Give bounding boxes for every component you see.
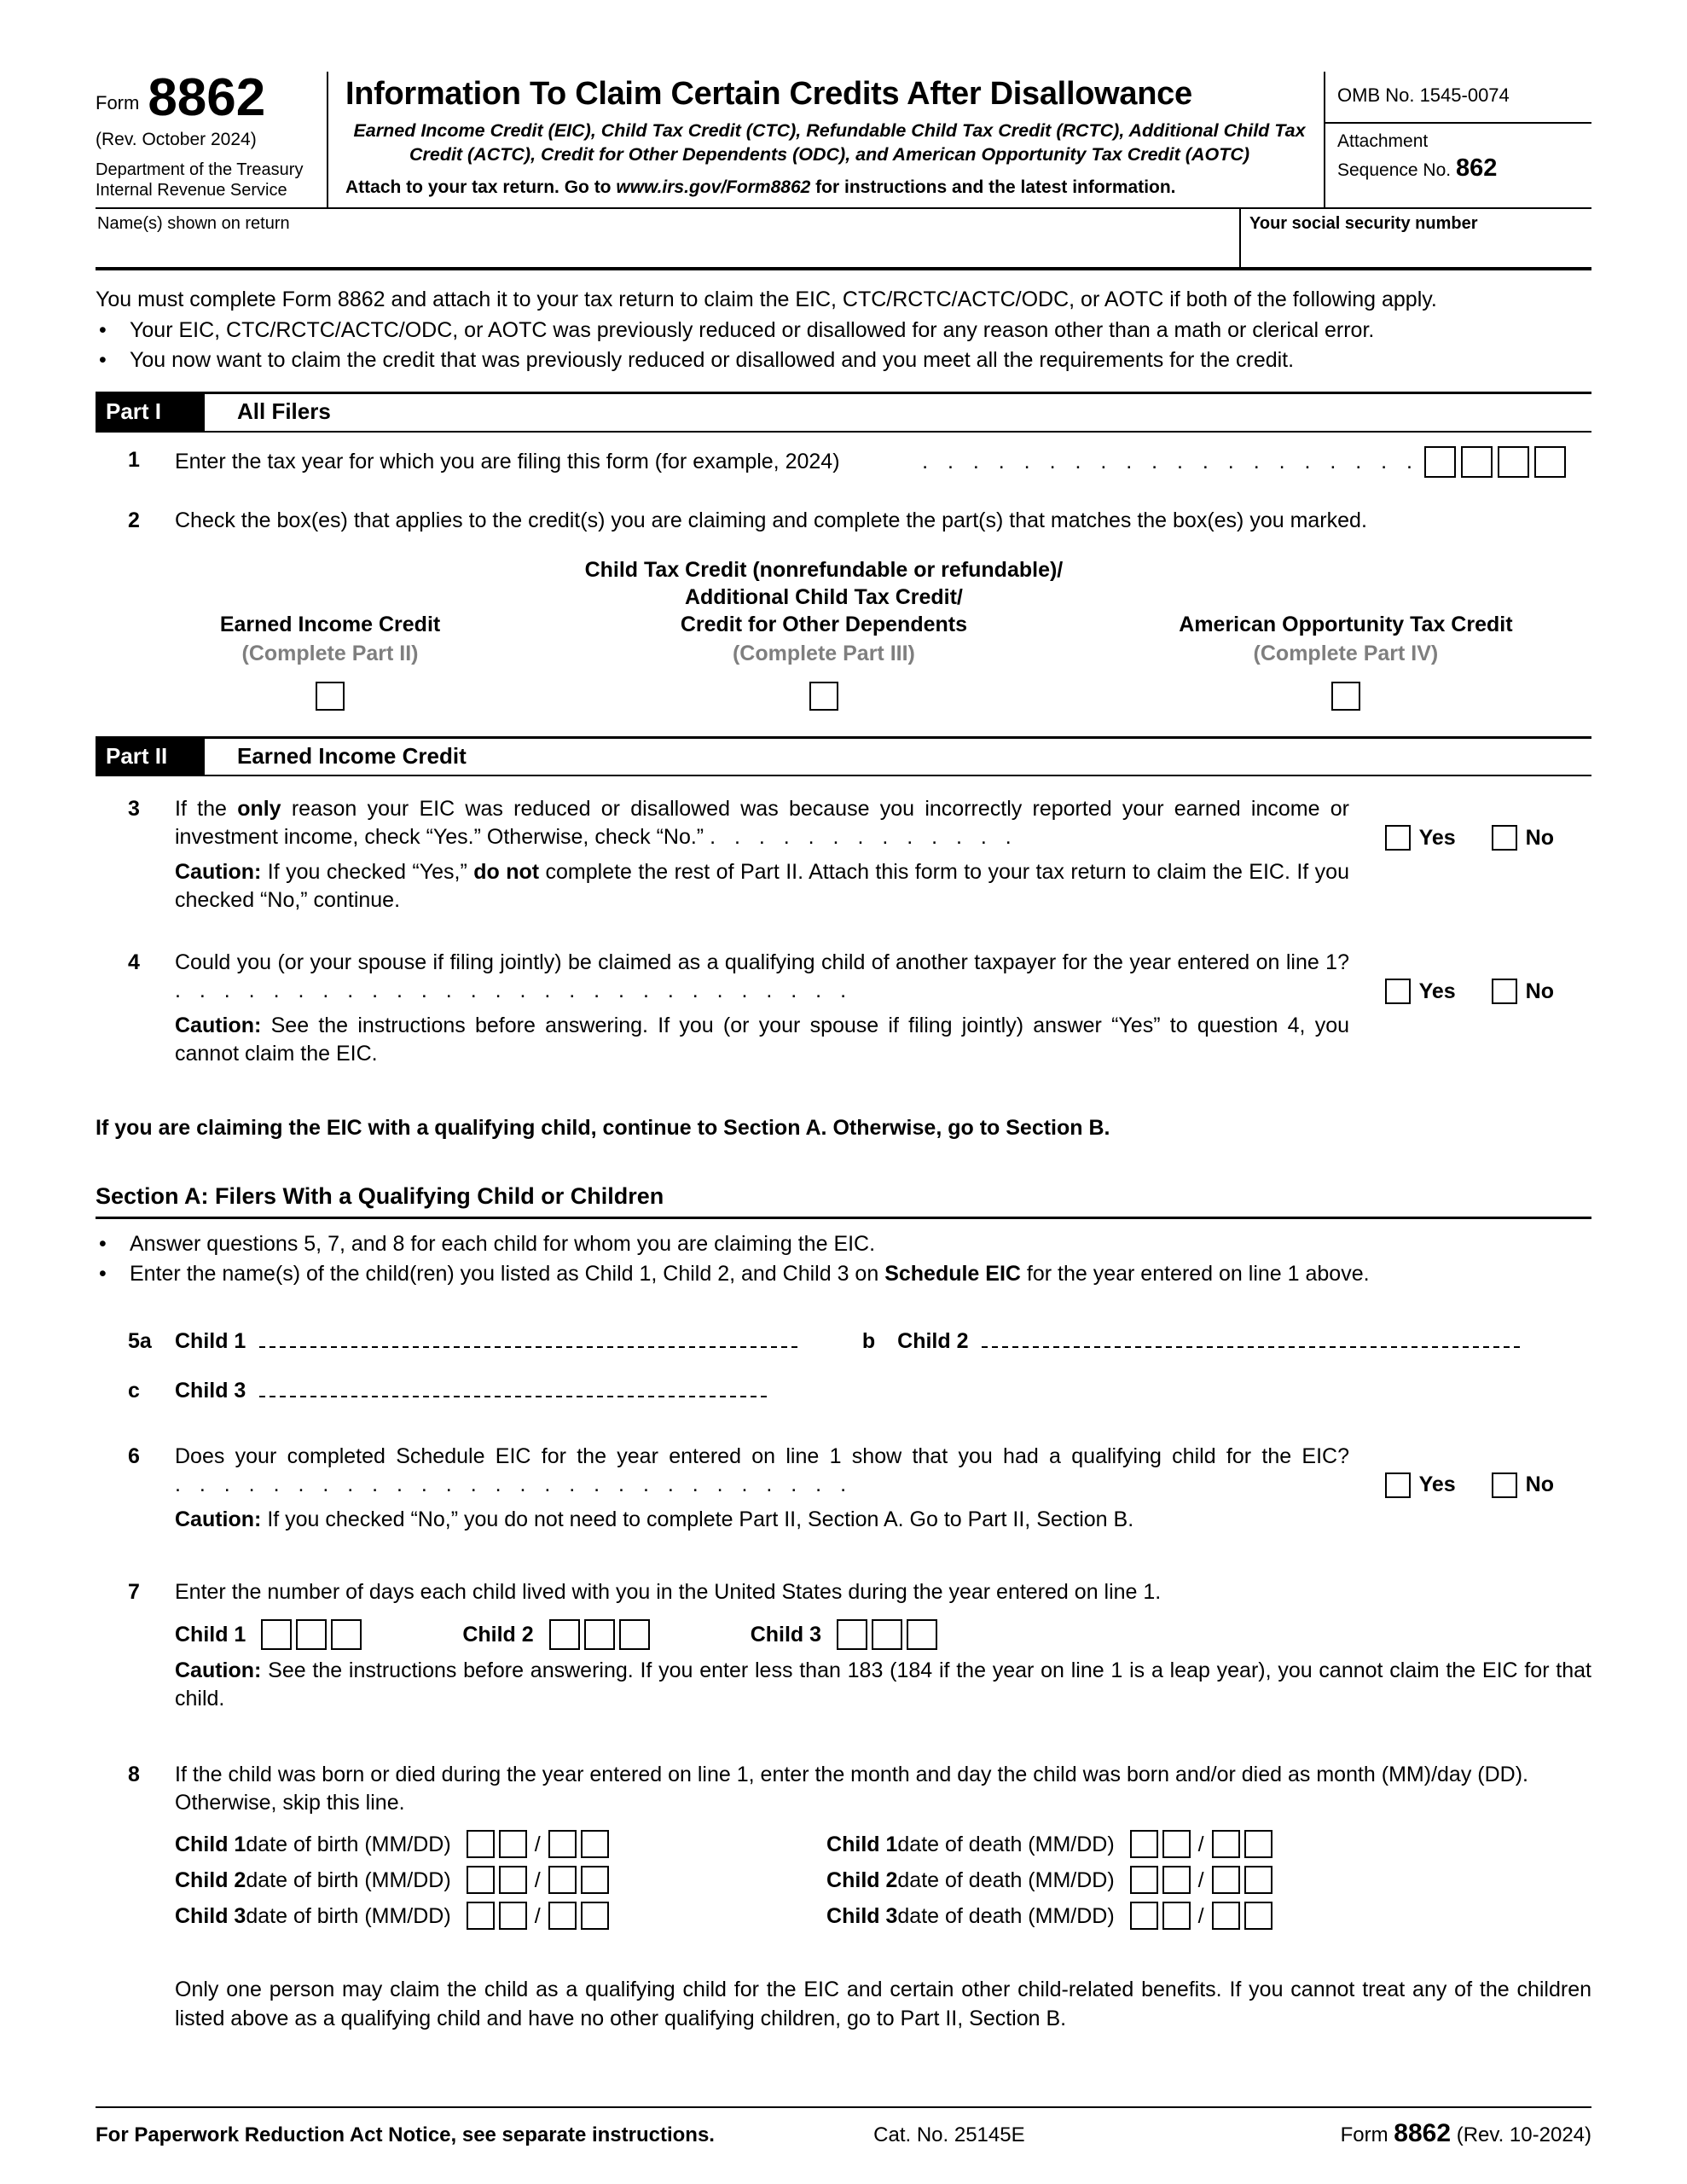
child2-death-day-input [1212, 1866, 1272, 1894]
date-digit-box[interactable] [1130, 1902, 1158, 1930]
line-1-text: Enter the tax year for which you are filing this form (for example, 2024) [175, 449, 840, 473]
section-a-bullet-1 [96, 1230, 1591, 1258]
part1-title: All Filers [237, 398, 331, 424]
line-6-yes-label: Yes [1418, 1472, 1456, 1497]
child3-label: Child 3 [750, 1623, 822, 1647]
child2-days-input [549, 1619, 650, 1650]
line-3-yes-checkbox[interactable] [1385, 825, 1411, 851]
tax-year-digit-box-1[interactable] [1424, 446, 1456, 478]
ssn-input-area[interactable] [1239, 209, 1591, 267]
name-input-area[interactable] [96, 209, 1239, 267]
bullet-icon: • [99, 1262, 107, 1287]
department-line: Department of the Treasury [96, 160, 304, 180]
attachment-word: Attachment [1337, 131, 1429, 151]
date-digit-box[interactable] [1130, 1866, 1158, 1894]
date-digit-box[interactable] [548, 1902, 577, 1930]
caution-label: Caution: [175, 1507, 262, 1531]
sequence-row [1337, 153, 1588, 183]
part2-label: Part II [96, 739, 205, 775]
form-number-row [96, 68, 318, 127]
tax-year-digit-box-4[interactable] [1534, 446, 1566, 478]
intro-bullet-1 [96, 317, 1591, 345]
child3-days-box-1[interactable] [837, 1619, 867, 1650]
line-4-no-checkbox[interactable] [1492, 979, 1517, 1004]
line-6-no-checkbox[interactable] [1492, 1472, 1517, 1498]
line-8-body [175, 1761, 1591, 1930]
form-title-block [328, 72, 1325, 207]
form-header [96, 68, 1591, 209]
attach-prefix: Attach to your tax return. Go to [345, 177, 617, 197]
line-5c-body [175, 1377, 1591, 1405]
aotc-checkbox[interactable] [1331, 682, 1360, 711]
date-digit-box[interactable] [1244, 1902, 1272, 1930]
eic-title: Earned Income Credit [219, 613, 441, 637]
date-separator: / [534, 1867, 541, 1892]
irs-url-link[interactable]: www.irs.gov/Form8862 [616, 177, 811, 197]
child1-death-month-input [1130, 1830, 1191, 1858]
child2-death-group [826, 1866, 1272, 1894]
line-6-yes-checkbox[interactable] [1385, 1472, 1411, 1498]
ctc-title-line-1: Child Tax Credit (nonrefundable or refundable)/ [584, 558, 1064, 583]
line-7 [96, 1578, 1591, 1714]
line-6-no-label: No [1525, 1472, 1554, 1497]
date-digit-box[interactable] [1162, 1866, 1191, 1894]
bullet-icon: • [99, 1231, 107, 1256]
ssn-label: Your social security number [1249, 214, 1478, 234]
intro-bullet-2 [96, 346, 1591, 375]
line-7-body [175, 1578, 1591, 1714]
line-4-yes-label: Yes [1418, 979, 1456, 1003]
part1-label: Part I [96, 394, 205, 431]
child1-birth-month-input [467, 1830, 527, 1858]
child2-days-box-2[interactable] [584, 1619, 615, 1650]
death-label: date of death (MM/DD) [897, 1867, 1115, 1892]
date-separator: / [534, 1903, 541, 1928]
line-6-caution-text: If you checked “No,” you do not need to complete Part II, Section A. Go to Part II, Section B. [261, 1507, 1134, 1531]
line-8-text: If the child was born or died during the year entered on line 1, enter the month and day the child was born and/or died as month (MM)/day (DD). Otherwise, skip this line. [175, 1763, 1528, 1815]
date-digit-box[interactable] [1244, 1830, 1272, 1858]
intro-lead: You must complete Form 8862 and attach it to your tax return to claim the EIC, CTC/RCTC/ACTC/ODC, or AOTC if both of the following apply. [96, 288, 1437, 312]
birth-label: date of birth (MM/DD) [246, 1867, 451, 1892]
date-separator: / [534, 1832, 541, 1856]
child3-death-day-input [1212, 1902, 1272, 1930]
child3-label: Child 3 [826, 1903, 898, 1928]
days-lived-inputs [175, 1619, 1591, 1650]
line-4 [96, 949, 1591, 1068]
line-3-caution [175, 858, 1591, 915]
child1-days-box-3[interactable] [331, 1619, 362, 1650]
child1-death-day-input [1212, 1830, 1272, 1858]
tax-year-input [1424, 446, 1566, 478]
date-digit-box[interactable] [499, 1830, 527, 1858]
eic-subtitle: (Complete Part II) [241, 642, 419, 666]
child3-days-box-2[interactable] [872, 1619, 902, 1650]
child3-days-box-3[interactable] [907, 1619, 937, 1650]
line-7-number: 7 [128, 1579, 140, 1604]
date-digit-box[interactable] [1212, 1866, 1240, 1894]
line-3-caution-pre: If you checked “Yes,” [261, 860, 474, 885]
line-4-question [175, 949, 1349, 1005]
attachment-sequence-block [1325, 124, 1591, 188]
line-3-number: 3 [128, 797, 140, 822]
page-title: Information To Claim Certain Credits After Disallowance [345, 76, 1192, 112]
line-7-caution-text: See the instructions before answering. If you enter less than 183 (184 if the year on line 1 is a leap year), you cannot claim the EIC for that child. [175, 1658, 1591, 1711]
ctc-subtitle: (Complete Part III) [732, 642, 915, 666]
child1-dates-row [175, 1830, 1591, 1858]
line-3-no-checkbox[interactable] [1492, 825, 1517, 851]
bullet-2-pre: Enter the name(s) of the child(ren) you listed as Child 1, Child 2, and Child 3 on [130, 1262, 885, 1287]
line-2-text: Check the box(es) that applies to the credit(s) you are claiming and complete the part(s) that matches the box(es) you marked. [175, 508, 1367, 532]
caution-label: Caution: [175, 1014, 262, 1038]
form-subtitle: Earned Income Credit (EIC), Child Tax Credit (CTC), Refundable Child Tax Credit (RCTC), Additional Child Tax Credit (ACTC), Credit for Other Dependents (ODC), and American Opportunity Tax Credit (AOTC) [353, 119, 1306, 165]
child1-birth-group [175, 1830, 826, 1858]
line-1-body [175, 446, 1591, 478]
credit-option-ctc [513, 556, 1134, 711]
child3-days-input [837, 1619, 937, 1650]
form-number: 8862 [148, 68, 266, 127]
child3-label: Child 3 [175, 1379, 246, 1403]
line-2 [96, 507, 1591, 535]
child1-name-input[interactable] [259, 1343, 801, 1348]
date-digit-box[interactable] [1162, 1902, 1191, 1930]
date-digit-box[interactable] [499, 1902, 527, 1930]
form-footer [96, 2106, 1591, 2150]
date-separator: / [1197, 1867, 1204, 1892]
line-8 [96, 1761, 1591, 1930]
death-label: date of death (MM/DD) [897, 1832, 1115, 1856]
child3-birth-day-input [548, 1902, 609, 1930]
section-a-heading: Section A: Filers With a Qualifying Child or Children [96, 1182, 1591, 1219]
child2-label: Child 2 [897, 1328, 969, 1353]
form-word: Form [96, 91, 140, 113]
line-6-question-row [175, 1443, 1591, 1499]
line-4-no-label: No [1525, 979, 1554, 1003]
ctc-checkbox[interactable] [809, 682, 838, 711]
line-5b-number: b [861, 1328, 876, 1353]
credit-option-aotc [1134, 556, 1557, 711]
child1-label: Child 1 [826, 1832, 898, 1856]
part1-header [96, 392, 1591, 433]
child3-label: Child 3 [175, 1903, 246, 1928]
line-4-body [175, 949, 1591, 1068]
line-3-text-emphasis: only [237, 797, 281, 822]
date-digit-box[interactable] [581, 1902, 609, 1930]
date-separator: / [1197, 1903, 1204, 1928]
dot-leader: . . . . . . . . . . . . . . . . . . . . . . . . . . . . [175, 1472, 847, 1496]
death-label: date of death (MM/DD) [897, 1903, 1115, 1928]
sequence-number: 862 [1455, 154, 1498, 182]
section-a-bullet-1-text: Answer questions 5, 7, and 8 for each child for whom you are claiming the EIC. [130, 1231, 876, 1256]
footer-form-word: Form [1340, 2123, 1388, 2146]
child2-label: Child 2 [175, 1867, 246, 1892]
credit-option-eic [147, 556, 513, 711]
paperwork-notice: For Paperwork Reduction Act Notice, see separate instructions. [96, 2123, 715, 2146]
tax-year-digit-box-3[interactable] [1498, 446, 1529, 478]
caution-label: Caution: [175, 1658, 262, 1683]
line-7-caution [175, 1657, 1591, 1713]
child3-birth-month-input [467, 1902, 527, 1930]
line-3-question-row [175, 795, 1591, 851]
line-8-number: 8 [128, 1763, 140, 1787]
line-3-question [175, 795, 1349, 851]
line-4-question-row [175, 949, 1591, 1005]
line-3-no-label: No [1525, 825, 1554, 850]
child2-label: Child 2 [826, 1867, 898, 1892]
child3-name-input[interactable] [259, 1392, 771, 1397]
date-digit-box[interactable] [1162, 1830, 1191, 1858]
child1-death-group [826, 1830, 1272, 1858]
child3-birth-group [175, 1902, 826, 1930]
footer-revision: (Rev. 10-2024) [1456, 2123, 1591, 2146]
line-6-question [175, 1443, 1349, 1499]
line-3-yes-label: Yes [1418, 825, 1456, 850]
child1-days-box-2[interactable] [296, 1619, 327, 1650]
date-digit-box[interactable] [548, 1830, 577, 1858]
section-a-bullet-2-text [130, 1260, 1591, 1288]
credit-selection-row [96, 556, 1591, 711]
date-digit-box[interactable] [548, 1866, 577, 1894]
agency-line: Internal Revenue Service [96, 181, 287, 200]
date-digit-box[interactable] [1212, 1830, 1240, 1858]
footer-form-id [1341, 2117, 1591, 2150]
line-5c-number: c [128, 1379, 140, 1403]
part2-header [96, 736, 1591, 777]
line-3-caution-emphasis: do not [473, 860, 540, 885]
child2-death-month-input [1130, 1866, 1191, 1894]
dot-leader: . . . . . . . . . . . . . . . . . . . . . . . . . . . . [175, 979, 847, 1003]
child1-label: Child 1 [175, 1328, 246, 1353]
child2-days-box-1[interactable] [549, 1619, 580, 1650]
line-3-yes-no [1385, 824, 1554, 852]
date-separator: / [1197, 1832, 1204, 1856]
line-6-caution [175, 1506, 1591, 1534]
aotc-title: American Opportunity Tax Credit [1179, 613, 1513, 637]
date-digit-box[interactable] [1130, 1830, 1158, 1858]
line-4-caution-text: See the instructions before answering. If you (or your spouse if filing jointly) answer “Yes” to question 4, you cannot claim the EIC. [175, 1014, 1349, 1066]
eic-continue-note: If you are claiming the EIC with a qualifying child, continue to Section A. Otherwise, go to Section B. [96, 1116, 1110, 1141]
intro-bullet-2-text: You now want to claim the credit that was previously reduced or disallowed and you meet all the requirements for the credit. [130, 348, 1295, 373]
line-5a-body [175, 1327, 1591, 1356]
date-digit-box[interactable] [467, 1866, 495, 1894]
line-4-text: Could you (or your spouse if filing jointly) be claimed as a qualifying child of another taxpayer for the year entered on line 1? [175, 950, 1349, 975]
bullet-icon: • [99, 348, 107, 373]
child2-name-input[interactable] [982, 1343, 1523, 1348]
child2-dates-row [175, 1866, 1591, 1894]
child3-days-group [751, 1619, 937, 1650]
line-3-caution-post: complete the rest of Part II. Attach this form to your tax return to claim the EIC. If you checked “No,” continue. [175, 860, 1349, 913]
line-2-body [175, 507, 1591, 535]
section-a-closing-note: Only one person may claim the child as a qualifying child for the EIC and certain other child-related benefits. If you cannot treat any of the children listed above as a qualifying child and have no other qualifying children, go to Part II, Section B. [175, 1978, 1591, 2031]
attach-instruction [345, 176, 1313, 199]
birth-label: date of birth (MM/DD) [246, 1903, 451, 1928]
line-6-number: 6 [128, 1443, 140, 1468]
birth-label: date of birth (MM/DD) [246, 1832, 451, 1856]
line-6-body [175, 1443, 1591, 1534]
line-4-caution [175, 1012, 1591, 1068]
caution-label: Caution: [175, 860, 262, 885]
line-6-text: Does your completed Schedule EIC for the year entered on line 1 show that you had a qualifying child for the EIC? [175, 1443, 1349, 1468]
date-digit-box[interactable] [1244, 1866, 1272, 1894]
line-6 [96, 1443, 1591, 1534]
bullet-icon: • [99, 317, 107, 342]
line-3 [96, 795, 1591, 915]
aotc-subtitle: (Complete Part IV) [1253, 642, 1439, 666]
section-a-bullet-2 [96, 1260, 1591, 1288]
footer-form-number: 8862 [1394, 2119, 1452, 2147]
omb-number: OMB No. 1545-0074 [1325, 72, 1591, 124]
attach-suffix: for instructions and the latest information. [810, 177, 1176, 197]
child1-label: Child 1 [175, 1623, 246, 1647]
line-3-body [175, 795, 1591, 915]
name-label: Name(s) shown on return [97, 214, 290, 234]
child1-days-input [261, 1619, 362, 1650]
intro-bullet-1-text: Your EIC, CTC/RCTC/ACTC/ODC, or AOTC was previously reduced or disallowed for any reason other than a math or clerical error. [130, 317, 1375, 342]
dot-leader: . . . . . . . . . . . . . [710, 825, 1012, 850]
date-digit-box[interactable] [467, 1830, 495, 1858]
catalog-number: Cat. No. 25145E [873, 2123, 1025, 2146]
date-digit-box[interactable] [581, 1830, 609, 1858]
child2-days-box-3[interactable] [619, 1619, 650, 1650]
child1-birth-day-input [548, 1830, 609, 1858]
line-1-number: 1 [128, 447, 140, 472]
bullet-2-post: for the year entered on line 1 above. [1020, 1262, 1370, 1287]
omb-block [1325, 72, 1591, 207]
child1-days-box-1[interactable] [261, 1619, 292, 1650]
child2-birth-group [175, 1866, 826, 1894]
line-5a [96, 1327, 1591, 1356]
child2-birth-month-input [467, 1866, 527, 1894]
form-revision: (Rev. October 2024) [96, 130, 257, 149]
section-a-bullets [96, 1228, 1591, 1288]
line-1 [96, 446, 1591, 478]
dot-leader: . . . . . . . . . . . . . . . . . . . . [922, 449, 1412, 473]
child3-dates-row [175, 1902, 1591, 1930]
line-4-yes-no [1385, 978, 1554, 1006]
child2-days-group [462, 1619, 649, 1650]
ctc-title-line-3: Credit for Other Dependents [680, 613, 967, 637]
date-digit-box[interactable] [581, 1866, 609, 1894]
date-digit-box[interactable] [467, 1902, 495, 1930]
child2-birth-day-input [548, 1866, 609, 1894]
line-2-number: 2 [128, 508, 140, 532]
eic-checkbox[interactable] [316, 682, 345, 711]
line-5a-number: 5a [128, 1328, 152, 1353]
line-3-text-post: reason your EIC was reduced or disallowed was because you incorrectly reported your earned income or investment income, check “Yes.” Otherwise, check “No.” [175, 797, 1349, 850]
form-identity-block [96, 68, 328, 207]
tax-year-digit-box-2[interactable] [1461, 446, 1493, 478]
line-7-text: Enter the number of days each child lived with you in the United States during the year entered on line 1. [175, 1579, 1162, 1604]
child3-death-month-input [1130, 1902, 1191, 1930]
child3-death-group [826, 1902, 1272, 1930]
child2-label: Child 2 [462, 1623, 534, 1647]
schedule-eic-emphasis: Schedule EIC [884, 1262, 1021, 1287]
intro-section [96, 270, 1591, 378]
date-digit-box[interactable] [1212, 1902, 1240, 1930]
line-6-yes-no [1385, 1471, 1554, 1499]
line-3-text-pre: If the [175, 797, 238, 822]
child1-days-group [175, 1619, 362, 1650]
date-digit-box[interactable] [499, 1866, 527, 1894]
child1-label: Child 1 [175, 1832, 246, 1856]
part2-title: Earned Income Credit [237, 742, 467, 769]
taxpayer-info-row [96, 209, 1591, 270]
line-4-number: 4 [128, 950, 140, 975]
line-4-yes-checkbox[interactable] [1385, 979, 1411, 1004]
sequence-label: Sequence No. [1337, 160, 1452, 180]
line-5c [96, 1377, 1591, 1405]
ctc-title-line-2: Additional Child Tax Credit/ [684, 585, 963, 610]
